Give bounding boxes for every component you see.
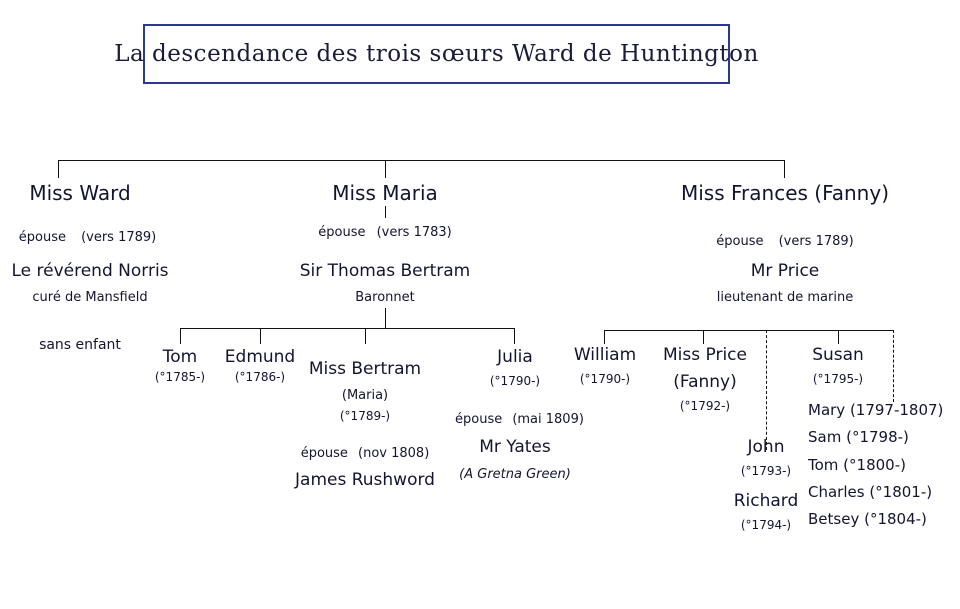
miss-bertram-marriage-date: (nov 1808) xyxy=(358,445,430,461)
maria-marriage-tick xyxy=(385,206,386,218)
person-mr-yates-detail: (A Gretna Green) xyxy=(459,466,571,482)
person-richard-price xyxy=(718,490,814,533)
person-thomas-bertram-name: Sir Thomas Bertram xyxy=(299,261,471,281)
person-norris-name: Le révérend Norris xyxy=(11,261,169,281)
frances-child-drop-susan xyxy=(838,330,839,344)
person-mr-yates-name: Mr Yates xyxy=(479,436,551,457)
miss-bertram-marriage-label: épouse xyxy=(300,445,348,461)
person-charles-price: Charles (°1801-) xyxy=(808,482,933,501)
person-edmund-bertram xyxy=(220,346,300,385)
person-mr-price-name: Mr Price xyxy=(750,261,820,281)
person-william-birth: (°1790-) xyxy=(579,371,631,386)
person-miss-bertram-birth: (°1789-) xyxy=(339,409,391,424)
person-william-name: William xyxy=(573,345,637,365)
maria-child-drop-edmund xyxy=(260,328,261,344)
maria-children-stem xyxy=(385,308,386,328)
frances-child-drop-others xyxy=(893,330,894,402)
person-edmund-bertram-birth: (°1786-) xyxy=(234,369,286,384)
person-miss-price-name: Miss Price xyxy=(663,345,747,365)
frances-child-drop-william xyxy=(604,330,605,344)
person-susan-name: Susan xyxy=(812,345,864,365)
frances-children-bar xyxy=(604,330,894,331)
person-miss-price-alias: (Fanny) xyxy=(673,371,737,392)
person-susan-price xyxy=(798,344,878,387)
person-miss-bertram-alias: (Maria) xyxy=(341,387,389,403)
person-norris-detail: curé de Mansfield xyxy=(32,290,148,305)
person-tom-bertram xyxy=(150,346,210,385)
person-richard-name: Richard xyxy=(733,491,799,511)
person-miss-frances-name: Miss Frances (Fanny) xyxy=(680,181,889,205)
top-connector-drop-frances xyxy=(784,160,785,178)
top-connector-drop-ward xyxy=(58,160,59,178)
maria-child-drop-julia xyxy=(514,328,515,344)
person-julia-birth: (°1790-) xyxy=(489,373,541,388)
person-tom-price: Tom (°1800-) xyxy=(808,455,906,474)
top-connector-drop-maria xyxy=(385,160,386,178)
person-mary-price: Mary (1797-1807) xyxy=(808,401,944,419)
person-miss-ward-name: Miss Ward xyxy=(29,181,131,205)
diagram-title-box xyxy=(114,24,759,84)
frances-child-drop-john-richard xyxy=(766,330,767,450)
person-julia-name: Julia xyxy=(497,347,533,367)
person-tom-bertram-name: Tom xyxy=(162,347,198,367)
person-miss-maria-name: Miss Maria xyxy=(332,181,438,205)
person-betsey-price: Betsey (°1804-) xyxy=(808,510,927,528)
person-miss-bertram xyxy=(290,346,440,492)
ward-marriage-date: (vers 1789) xyxy=(81,230,157,245)
maria-child-drop-miss-bertram xyxy=(365,328,366,344)
person-james-rushword-name: James Rushword xyxy=(295,470,435,491)
julia-marriage-label: épouse xyxy=(455,412,503,428)
person-william-price xyxy=(565,344,645,387)
person-miss-price-birth: (°1792-) xyxy=(679,398,731,413)
person-thomas-bertram-detail: Baronnet xyxy=(355,290,415,305)
maria-children-bar xyxy=(180,328,514,329)
julia-marriage-date: (mai 1809) xyxy=(512,412,584,428)
person-john-name: John xyxy=(747,437,785,457)
frances-child-drop-miss-price xyxy=(703,330,704,344)
top-connector-horizontal xyxy=(58,160,784,161)
person-miss-bertram-name: Miss Bertram xyxy=(308,359,422,379)
person-john-price xyxy=(726,436,806,479)
maria-marriage-label: épouse xyxy=(318,225,366,240)
person-mr-price-detail: lieutenant de marine xyxy=(716,290,854,305)
maria-marriage-date: (vers 1783) xyxy=(376,225,452,240)
person-susan-birth: (°1795-) xyxy=(812,371,864,386)
person-john-birth: (°1793-) xyxy=(740,463,792,478)
ward-marriage-label: épouse xyxy=(18,230,66,245)
person-julia-bertram xyxy=(455,346,584,483)
person-edmund-bertram-name: Edmund xyxy=(224,347,296,367)
frances-extra-children-list xyxy=(808,400,958,529)
person-sam-price: Sam (°1798-) xyxy=(808,428,909,447)
diagram-title: La descendance des trois sœurs Ward de Huntington xyxy=(114,41,759,67)
frances-marriage-label: épouse xyxy=(716,234,764,249)
frances-marriage-date: (vers 1789) xyxy=(778,234,854,249)
person-tom-bertram-birth: (°1785-) xyxy=(154,369,206,384)
maria-child-drop-tom xyxy=(180,328,181,344)
ward-children-note: sans enfant xyxy=(39,337,121,353)
person-miss-price xyxy=(663,344,747,414)
person-richard-birth: (°1794-) xyxy=(740,517,792,532)
